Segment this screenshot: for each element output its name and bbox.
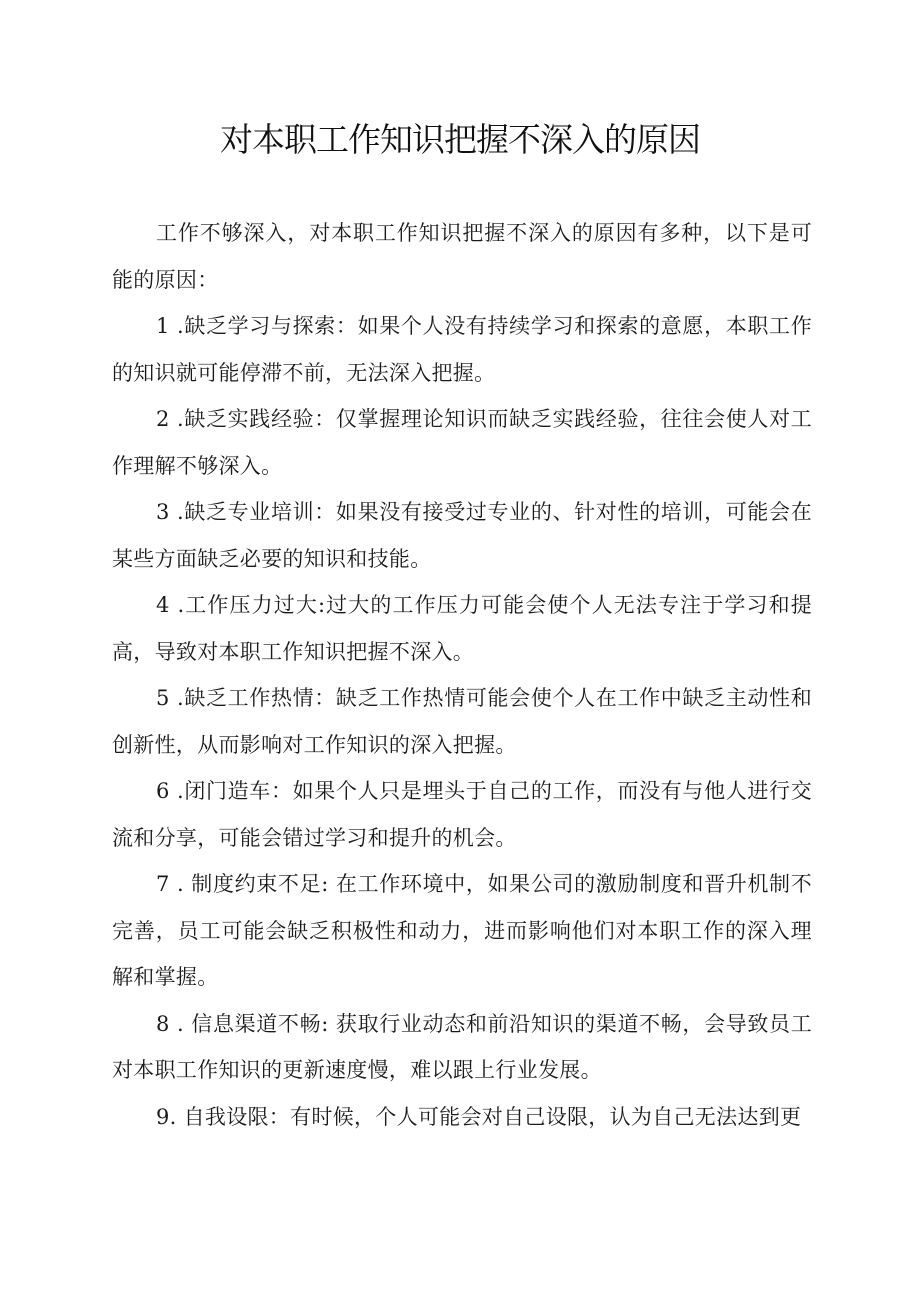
paragraph-item-5: 5 .缺乏工作热情：缺乏工作热情可能会使个人在工作中缺乏主动性和创新性，从而影响对工作知识的深入把握。 [112,686,812,757]
document-title: 对本职工作知识把握不深入的原因 [220,120,700,159]
paragraph-item-7: 7 . 制度约束不足: 在工作环境中，如果公司的激励制度和晋升机制不完善，员工可能会缺乏积极性和动力，进而影响他们对本职工作的深入理解和掌握。 [112,872,812,989]
document-body [112,210,812,1140]
paragraph-item-6: 6 .闭门造车：如果个人只是埋头于自己的工作，而没有与他人进行交流和分享，可能会错过学习和提升的机会。 [112,779,812,850]
paragraph-item-8: 8 . 信息渠道不畅: 获取行业动态和前沿知识的渠道不畅，会导致员工对本职工作知识的更新速度慢，难以跟上行业发展。 [112,1011,812,1082]
paragraph-item-9: 9. 自我设限：有时候，个人可能会对自己设限，认为自己无法达到更 [156,1104,802,1129]
paragraph-intro: 工作不够深入，对本职工作知识把握不深入的原因有多种，以下是可能的原因： [112,221,812,292]
paragraph-item-4: 4 .工作压力过大:过大的工作压力可能会使个人无法专注于学习和提高，导致对本职工作知识把握不深入。 [112,593,812,664]
paragraph-item-3: 3 .缺乏专业培训：如果没有接受过专业的、针对性的培训，可能会在某些方面缺乏必要的知识和技能。 [112,500,812,571]
paragraph-item-2: 2 .缺乏实践经验：仅掌握理论知识而缺乏实践经验，往往会使人对工作理解不够深入。 [112,407,812,478]
paragraph-item-1: 1 .缺乏学习与探索：如果个人没有持续学习和探索的意愿，本职工作的知识就可能停滞不前，无法深入把握。 [112,314,812,385]
